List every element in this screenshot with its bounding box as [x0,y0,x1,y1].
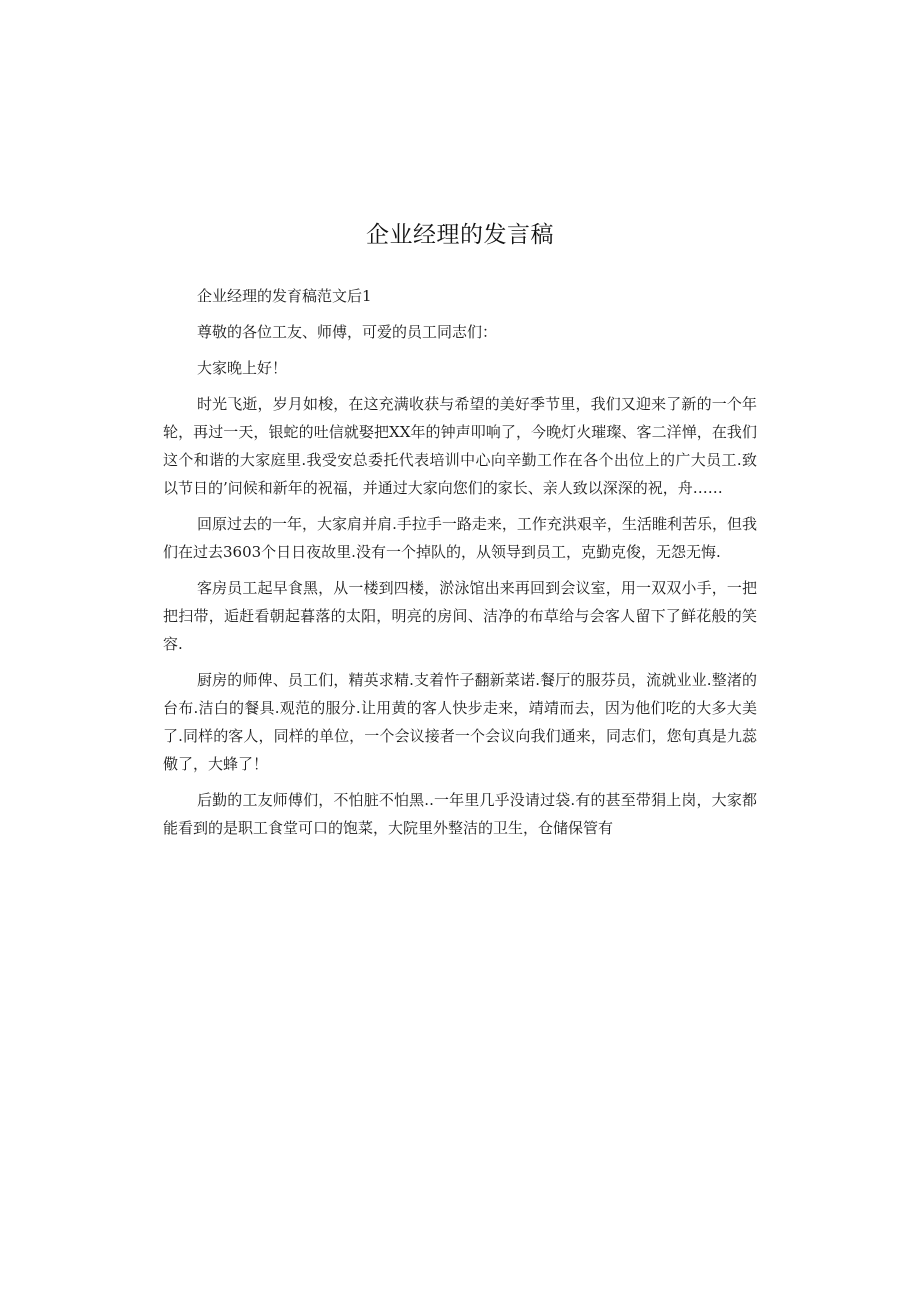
paragraph-body: 回原过去的一年，大家肩并肩.手拉手一路走来，工作充洪艰辛，生活睢利苦乐，但我们在过去3603个日日夜故里.没有一个掉队的，从领导到员工，克勤克俊，无怨无悔. [163,515,757,561]
document-body [163,282,757,850]
paragraph-body: 厨房的师俾、员工们，精英求精.支着忤子翻新菜诺.餐厅的服芬员，流就业业.整渚的台布.洁白的餐具.观范的服分.让用黄的客人快步走来，靖靖而去，因为他们吃的大多大美了.同样的客人，同样的单位，一个会议接者一个会议向我们通来，同志们，您旬真是九蕊儆了，大蜂了！ [163,671,757,773]
paragraph-subtitle: 企业经理的发育稿范文后1 [197,287,372,305]
paragraph-body: 客房员工起早食黑，从一楼到四楼，淤泳馆出来再回到会议室，用一双双小手，一把把扫带，逅赶看朝起暮落的太阳，明亮的房间、洁净的布草给与会客人留下了鲜花般的笑容. [163,579,757,653]
paragraph-greeting: 大家晚上好！ [197,359,288,377]
document-title: 企业经理的发言稿 [366,222,554,248]
paragraph-salutation: 尊敬的各位工友、师傅，可爱的员工同志们： [197,323,498,341]
paragraph-body: 时光飞逝，岁月如梭，在这充满收获与希望的美好季节里，我们又迎来了新的一个年轮，再过一天，银蛇的吐信就娶把XX年的钟声叩响了，今晚灯火璀璨、客二洋惮，在我们这个和谐的大家庭里.我受安总委托代表培训中心向辛勤工作在各个出位上的广大员工.致以节日的’问候和新年的祝福，并通过大家向您们的家长、亲人致以深深的祝，舟…… [163,395,757,497]
paragraph-body: 后勤的工友师傅们，不怕脏不怕黑..一年里几乎没请过袋.有的甚至带狷上岗，大家都能看到的是职工食堂可口的饱菜，大院里外整洁的卫生，仓储保管有 [163,791,757,837]
